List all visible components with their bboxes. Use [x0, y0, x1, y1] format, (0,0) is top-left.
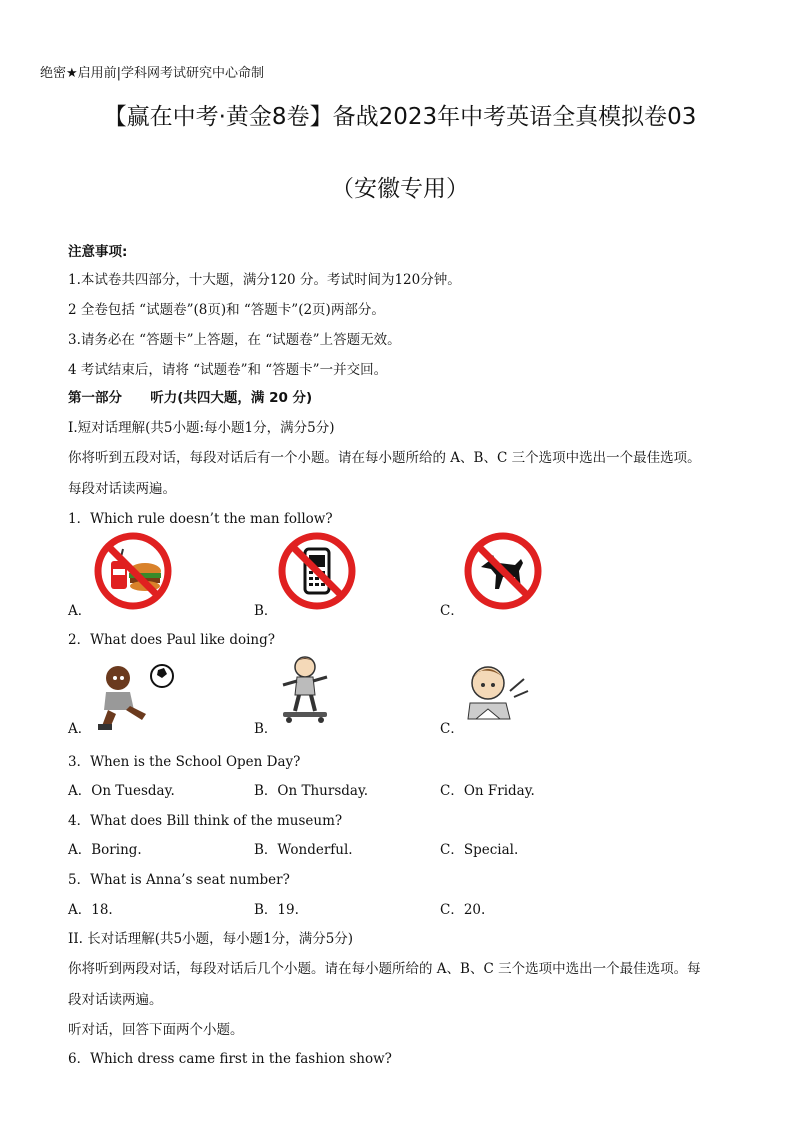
option-c: C．On Friday.	[440, 783, 535, 799]
question-5: 5．What is Anna’s seat number?	[68, 872, 290, 888]
option-a: A．	[68, 603, 92, 619]
section2-instructions-cont: 段对话读两遍。	[68, 992, 163, 1008]
option-c: C．	[440, 721, 464, 737]
page-subtitle: （安徽专用）	[331, 176, 469, 202]
section1-instructions: 你将听到五段对话，每段对话后有一个小题。请在每小题所给的 A、B、C 三个选项中选出一个最佳选项。	[68, 450, 701, 466]
notice-item: 1.本试卷共四部分，十大题，满分120 分。考试时间为120分钟。	[68, 272, 461, 288]
question-2: 2．What does Paul like doing?	[68, 632, 275, 648]
option-b: B．Wonderful.	[254, 842, 353, 858]
no-food-drink-icon	[93, 531, 173, 611]
question-3: 3．When is the School Open Day?	[68, 754, 301, 770]
section2-heading: II. 长对话理解(共5小题，每小题1分，满分5分)	[68, 931, 354, 947]
no-dogs-icon	[463, 531, 543, 611]
question-6: 6．Which dress came first in the fashion show?	[68, 1051, 392, 1067]
part1-heading: 第一部分 听力(共四大题，满 20 分)	[68, 390, 313, 406]
question-1: 1．Which rule doesn’t the man follow?	[68, 511, 333, 527]
section1-instructions-cont: 每段对话读两遍。	[68, 481, 176, 497]
option-a: A．	[68, 721, 92, 737]
listen-note: 听对话，回答下面两个小题。	[68, 1022, 244, 1038]
no-phone-icon	[277, 531, 357, 611]
option-a: A．Boring.	[68, 842, 142, 858]
boy-skateboard-icon	[275, 653, 335, 725]
question-4: 4．What does Bill think of the museum?	[68, 813, 343, 829]
option-a: A．On Tuesday.	[68, 783, 175, 799]
notice-heading: 注意事项:	[68, 244, 128, 260]
option-c: C．	[440, 603, 464, 619]
option-b: B．19.	[254, 902, 299, 918]
section2-instructions: 你将听到两段对话，每段对话后几个小题。请在每小题所给的 A、B、C 三个选项中选出一个最佳选项。每	[68, 961, 701, 977]
notice-item: 2 全卷包括 “试题卷”(8页)和 “答题卡”(2页)两部分。	[68, 302, 385, 318]
option-a: A．18.	[68, 902, 113, 918]
header-note: 绝密★启用前|学科网考试研究中心命制	[40, 66, 265, 81]
option-c: C．Special.	[440, 842, 519, 858]
notice-item: 4 考试结束后，请将 “试题卷”和 “答题卡”一并交回。	[68, 362, 388, 378]
section1-heading: I.短对话理解(共5小题:每小题1分，满分5分)	[68, 420, 335, 436]
option-b: B．On Thursday.	[254, 783, 369, 799]
boy-soccer-icon	[88, 656, 178, 732]
option-b: B．	[254, 603, 278, 619]
boy-reading-icon	[462, 657, 534, 731]
option-b: B．	[254, 721, 278, 737]
option-c: C．20.	[440, 902, 486, 918]
page-title: 【赢在中考·黄金8卷】备战2023年中考英语全真模拟卷03	[103, 104, 697, 130]
notice-item: 3.请务必在 “答题卡”上答题，在 “试题卷”上答题无效。	[68, 332, 401, 348]
